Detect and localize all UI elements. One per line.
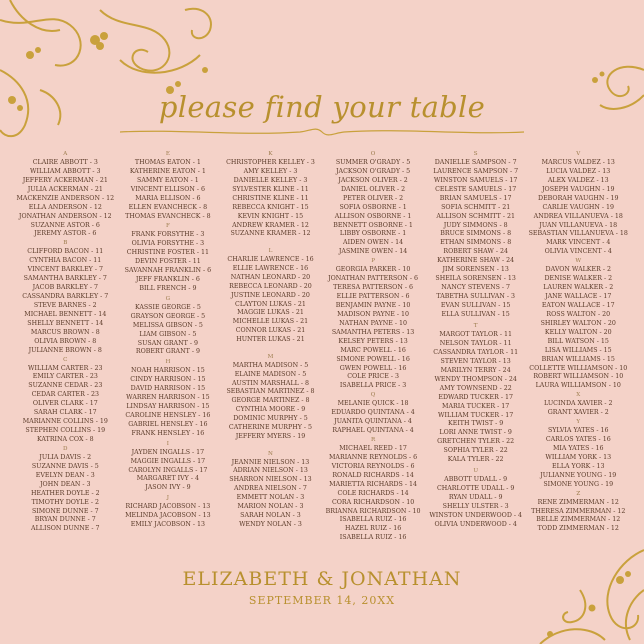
guest-entry: SIMONE DUNNE - 7	[31, 507, 99, 515]
guest-entry: LAUREN WALKER - 2	[543, 284, 614, 292]
alphabet-heading: P	[371, 258, 375, 265]
guest-entry: COLE PRICE - 3	[347, 373, 399, 381]
guest-entry: AMY TOWNSEND - 22	[439, 384, 512, 392]
guest-entry: RYAN UDALL - 9	[448, 494, 503, 502]
guest-entry: EVELYN DEAN - 3	[35, 471, 95, 479]
guest-entry: GABRIEL HENSLEY - 16	[128, 420, 208, 428]
guest-entry: CATHERINE MURPHY - 5	[228, 424, 313, 432]
guest-entry: CLAIRE ABBOTT - 3	[32, 158, 98, 166]
guest-entry: ALEX VALDEZ - 13	[547, 176, 609, 184]
alphabet-heading: R	[370, 437, 376, 443]
guest-entry: DOMINIC MURPHY - 5	[233, 415, 308, 423]
alphabet-heading: I	[166, 440, 169, 447]
guest-entry: MAGGIE LUKAS - 21	[237, 309, 304, 317]
guest-entry: COLE RICHARDS - 14	[337, 489, 409, 497]
guest-entry: ISABELLA RUIZ - 16	[339, 516, 407, 524]
guest-entry: CARLOS YATES - 16	[545, 436, 611, 443]
guest-entry: CAROLINE HENSLEY - 16	[125, 411, 211, 419]
guest-entry: LORI ANNE TWIST - 9	[439, 429, 512, 437]
guest-entry: CEDAR CARTER - 23	[31, 391, 100, 399]
guest-column-6	[527, 150, 630, 533]
alphabet-heading: Q	[370, 392, 376, 399]
guest-entry: NATHAN PAYNE - 10	[339, 319, 407, 327]
guest-entry: CAROLYN INGALLS - 17	[128, 466, 208, 474]
guest-entry: DANIELLE KELLEY - 3	[233, 176, 308, 184]
guest-entry: MARIANNE COLLINS - 19	[22, 418, 108, 426]
guest-entry: OLIVIA FORSYTHE - 3	[131, 240, 205, 248]
guest-entry: SIMONE POWELL - 16	[336, 355, 410, 363]
guest-entry: SUZANNE CEDAR - 23	[28, 382, 103, 390]
guest-entry: SARAH NOLAN - 3	[240, 512, 301, 520]
guest-entry: MAGGIE INGALLS - 17	[130, 457, 206, 465]
guest-entry: STEPHEN COLLINS - 19	[25, 427, 106, 435]
guest-entry: CONNOR LUKAS - 21	[235, 327, 306, 335]
guest-entry: ANDREA VILLANUEVA - 18	[533, 212, 623, 220]
guest-entry: WILLIAM ABBOTT - 3	[30, 167, 101, 175]
guest-entry: MELISSA GIBSON - 5	[132, 321, 203, 329]
alphabet-heading: H	[165, 359, 171, 366]
guest-entry: ELLEN EVANCHECK - 8	[128, 203, 208, 211]
guest-entry: DAVON WALKER - 2	[545, 266, 611, 274]
alphabet-heading: M	[267, 353, 274, 360]
guest-entry: SEBASTIAN MARTINEZ - 8	[226, 388, 315, 396]
guest-entry: LUCIA VALDEZ - 13	[546, 167, 611, 175]
guest-entry: JULIA DAVIS - 2	[39, 453, 92, 461]
guest-entry: MARCUS VALDEZ - 13	[541, 158, 615, 166]
guest-entry: JUSTINE LEONARD - 20	[231, 291, 310, 299]
guest-entry: STEVE BARNES - 2	[33, 301, 97, 309]
guest-entry: SHELLY BENNETT - 14	[27, 319, 104, 327]
guest-entry: ELLA YORK - 13	[552, 462, 605, 470]
guest-entry: SOFIA OSBORNE - 1	[339, 203, 407, 211]
guest-entry: MELINDA JACOBSON - 13	[125, 512, 211, 520]
guest-column-4	[322, 150, 425, 542]
guest-entry: CASSANDRA BARKLEY - 7	[22, 293, 109, 300]
guest-entry: OLIVIA UNDERWOOD - 4	[434, 521, 517, 529]
guest-entry: NATHAN LEONARD - 20	[230, 273, 311, 281]
guest-entry: KEITH TWIST - 9	[448, 420, 504, 428]
guest-entry: SUZANNE ASTOR - 6	[30, 221, 100, 229]
poster-title: please find your table	[158, 90, 486, 124]
guest-entry: EDWARD TUCKER - 17	[438, 393, 513, 401]
guest-entry: CLIFFORD BACON - 11	[27, 248, 104, 256]
guest-entry: LISA WILLIAMS - 15	[544, 346, 612, 354]
guest-entry: MICHELLE LUKAS - 21	[232, 318, 309, 326]
guest-entry: JACOB BARKLEY - 7	[32, 284, 98, 292]
guest-entry: LAURA WILLIAMSON - 10	[535, 382, 621, 390]
guest-entry: WINSTON UNDERWOOD - 4	[429, 512, 523, 520]
guest-entry: MICHAEL REED - 17	[339, 444, 407, 452]
guest-entry: JUAN VILLANUEVA - 18	[539, 221, 618, 229]
guest-entry: SOPHIA TYLER - 22	[443, 447, 508, 455]
guest-entry: MARTHA MADISON - 5	[232, 361, 309, 369]
guest-entry: ELLA SULLIVAN - 15	[441, 310, 510, 318]
guest-entry: BRYAN DUNNE - 7	[34, 516, 96, 524]
guest-entry: WINSTON SAMUELS - 17	[433, 176, 518, 184]
guest-entry: NOAH HARRISON - 15	[130, 367, 205, 375]
alphabet-heading: C	[63, 356, 68, 363]
guest-entry: SUZANNE DAVIS - 5	[31, 462, 99, 470]
guest-entry: BENNETT OSBORNE - 1	[333, 221, 413, 229]
guest-entry: TERESA PATTERSON - 6	[333, 284, 413, 292]
guest-entry: RENE ZIMMERMAN - 12	[537, 498, 619, 506]
guest-entry: REBECCA KNIGHT - 15	[232, 203, 309, 211]
guest-entry: SHIRLEY WALTON - 20	[540, 319, 616, 327]
guest-entry: MARIA TUCKER - 17	[442, 402, 510, 410]
guest-entry: RONALD RICHARDS - 14	[332, 471, 414, 479]
guest-entry: GRETCHEN TYLER - 22	[437, 438, 515, 446]
alphabet-heading: N	[268, 450, 273, 457]
alphabet-heading: T	[473, 323, 478, 330]
guest-entry: WILLIAM CARTER - 23	[28, 364, 103, 372]
guest-entry: JAYDEN INGALLS - 17	[131, 448, 205, 456]
guest-entry: CARLIE VAUGHN - 19	[542, 203, 615, 211]
guest-entry: ETHAN SIMMONS - 8	[440, 239, 512, 247]
guest-entry: KEVIN KNIGHT - 15	[237, 212, 304, 220]
guest-entry: WILLIAM TUCKER - 17	[438, 411, 514, 419]
guest-column-2	[117, 150, 220, 530]
alphabet-heading: J	[166, 495, 170, 502]
guest-entry: MICHAEL BENNETT - 14	[24, 310, 107, 318]
guest-entry: ROSS WALTON - 20	[546, 310, 611, 318]
guest-column-3	[219, 150, 322, 530]
guest-entry: TODD ZIMMERMAN - 12	[537, 525, 619, 533]
guest-entry: OLIVIA BROWN - 8	[34, 337, 97, 345]
guest-entry: GRANT XAVIER - 2	[547, 409, 609, 417]
guest-entry: ROBERT GRANT - 9	[135, 348, 200, 356]
guest-entry: JULIANNE YOUNG - 19	[540, 471, 617, 479]
alphabet-heading: B	[63, 240, 68, 247]
guest-entry: SHEILA SORENSEN - 13	[435, 275, 516, 283]
guest-entry: AMY KELLEY - 3	[243, 167, 298, 175]
guest-entry: EVAN SULLIVAN - 15	[440, 301, 511, 309]
guest-entry: THOMAS EVANCHECK - 8	[125, 212, 211, 220]
guest-entry: GWEN POWELL - 16	[339, 364, 407, 372]
guest-entry: CHARLIE LAWRENCE - 16	[227, 255, 314, 263]
guest-entry: WENDY THOMPSON - 24	[434, 375, 517, 383]
guest-entry: BILL FRENCH - 9	[139, 284, 197, 292]
guest-entry: EDUARDO QUINTANA - 4	[331, 409, 415, 417]
guest-column-5	[424, 150, 527, 530]
guest-entry: JACKSON OLIVER - 2	[338, 176, 408, 184]
guest-entry: JUDY SIMMONS - 8	[443, 221, 508, 229]
guest-entry: THOMAS EATON - 1	[134, 158, 201, 166]
guest-entry: SAMANTHA BARKLEY - 7	[23, 275, 107, 283]
guest-entry: EMMETT NOLAN - 3	[236, 494, 305, 502]
guest-entry: FRANK HENSLEY - 16	[131, 429, 205, 437]
guest-entry: WARREN HARRISON - 15	[126, 394, 210, 402]
alphabet-heading: K	[268, 151, 273, 157]
guest-entry: BELLE ZIMMERMAN - 12	[536, 516, 621, 524]
guest-entry: SYLVESTER KLINE - 11	[232, 185, 309, 193]
guest-entry: CHRISTINE FOSTER - 11	[126, 249, 209, 257]
guest-entry: ALLISON DUNNE - 7	[31, 525, 100, 533]
guest-entry: KELLY WALTON - 20	[544, 328, 612, 336]
guest-entry: SAMMY EATON - 1	[137, 176, 199, 184]
guest-entry: ELAINE MADISON - 5	[234, 370, 307, 378]
guest-entry: CASSANDRA TAYLOR - 11	[433, 348, 519, 356]
guest-entry: CYNTHIA BACON - 11	[29, 257, 102, 265]
guest-entry: JULIA ACKERMAN - 21	[27, 185, 103, 193]
guest-entry: CINDY HARRISON - 15	[130, 376, 206, 384]
guest-entry: MIA YATES - 16	[552, 444, 604, 452]
guest-entry: SAMANTHA PETERS - 13	[331, 328, 415, 336]
guest-entry: CHARLOTTE UDALL - 9	[436, 485, 515, 493]
guest-entry: RICHARD JACOBSON - 13	[125, 503, 211, 511]
alphabet-heading: E	[165, 151, 170, 157]
guest-entry: BRIAN WILLIAMS - 15	[541, 355, 615, 363]
guest-entry: RAPHAEL QUINTANA - 4	[332, 427, 414, 435]
title-underline-flourish	[120, 123, 524, 141]
guest-entry: JEANNIE NIELSON - 13	[231, 458, 310, 466]
guest-entry: SARAH CLARK - 17	[33, 409, 97, 417]
guest-entry: ROBERT WILLIAMSON - 10	[533, 373, 624, 381]
guest-entry: ROBERT SHAW - 24	[443, 248, 509, 256]
guest-entry: BILL WATSON - 15	[547, 337, 609, 345]
guest-entry: JACKSON O'GRADY - 5	[336, 167, 411, 175]
alphabet-heading: W	[575, 258, 582, 265]
guest-entry: JEFFERY ACKERMAN - 21	[22, 176, 108, 184]
guest-entry: VINCENT ELLISON - 6	[130, 185, 206, 193]
guest-entry: DEVIN FOSTER - 11	[135, 258, 201, 266]
guest-entry: SUZANNE KRAMER - 12	[230, 230, 311, 238]
guest-entry: LIBBY OSBORNE - 1	[339, 230, 407, 238]
guest-entry: AUSTIN MARSHALL - 8	[232, 379, 309, 387]
guest-entry: PETER OLIVER - 2	[342, 194, 404, 202]
guest-entry: SAVANNAH FRANKLIN - 6	[124, 267, 212, 275]
guest-entry: CLAYTON LUKAS - 21	[235, 300, 306, 308]
guest-entry: ELLA ANDERSON - 12	[28, 203, 102, 211]
guest-entry: FRANK FORSYTHE - 3	[131, 231, 205, 239]
guest-entry: MACKENZIE ANDERSON - 12	[16, 194, 115, 202]
alphabet-heading: U	[473, 468, 479, 475]
guest-column-1	[14, 150, 117, 533]
guest-entry: MARIANNE REYNOLDS - 6	[328, 453, 418, 461]
guest-entry: JOHN DEAN - 3	[40, 480, 91, 488]
guest-entry: CHRISTOPHER KELLEY - 3	[226, 158, 315, 166]
guest-entry: NANCY STEVENS - 7	[441, 284, 511, 292]
guest-entry: STEVEN TAYLOR - 13	[440, 357, 511, 365]
guest-entry: KELSEY PETERS - 13	[338, 337, 408, 345]
alphabet-heading: A	[63, 151, 68, 157]
guest-entry: MARION NOLAN - 3	[237, 503, 304, 511]
guest-entry: SHELLY ULSTER - 3	[442, 503, 509, 511]
guest-entry: JEFF FRANKLIN - 6	[135, 276, 200, 284]
guest-entry: AIDEN OWEN - 14	[343, 239, 404, 247]
guest-entry: LUCINDA XAVIER - 2	[543, 400, 613, 408]
guest-entry: GEORGE MARTINEZ - 8	[231, 397, 310, 405]
guest-entry: ELLIE PATTERSON - 6	[336, 293, 410, 300]
guest-entry: ANDREW KRAMER - 12	[232, 221, 309, 229]
guest-entry: MARCUS BROWN - 8	[30, 328, 100, 336]
guest-entry: JASMINE OWEN - 14	[338, 248, 408, 256]
guest-entry: HEATHER DOYLE - 2	[30, 489, 100, 497]
guest-entry: JASON IVY - 9	[145, 484, 191, 492]
guest-entry: DANIELLE SAMPSON - 7	[434, 158, 517, 166]
guest-entry: JUANITA QUINTANA - 4	[334, 418, 412, 426]
alphabet-heading: Z	[576, 490, 581, 497]
guest-entry: BRIAN SAMUELS - 17	[439, 194, 512, 202]
guest-entry: NELSON TAYLOR - 11	[439, 340, 512, 347]
guest-entry: JEREMY ASTOR - 6	[34, 230, 97, 238]
guest-entry: DAVID HARRISON - 15	[130, 385, 206, 393]
guest-entry: REBECCA LEONARD - 20	[229, 282, 312, 290]
guest-entry: WENDY NOLAN - 3	[239, 521, 302, 529]
guest-entry: CYNTHIA MOORE - 9	[235, 406, 306, 414]
guest-entry: BRUCE SIMMONS - 8	[440, 230, 512, 238]
guest-entry: BENJAMIN PAYNE - 10	[335, 301, 411, 309]
guest-entry: VINCENT BARKLEY - 7	[27, 266, 103, 274]
guest-entry: JONATHAN PATTERSON - 6	[328, 275, 419, 283]
guest-entry: MELANIE QUICK - 18	[337, 400, 409, 408]
guest-columns	[14, 150, 630, 542]
guest-entry: CORA RICHARDSON - 10	[331, 498, 415, 506]
guest-entry: JONATHAN ANDERSON - 12	[18, 212, 112, 220]
guest-entry: KASSIE GEORGE - 5	[134, 303, 201, 311]
guest-entry: MARGOT TAYLOR - 11	[439, 331, 512, 339]
guest-entry: JEFFERY MYERS - 19	[235, 433, 306, 441]
alphabet-heading: S	[473, 151, 478, 157]
guest-entry: MARC POWELL - 16	[340, 346, 406, 354]
alphabet-heading: G	[165, 295, 171, 302]
guest-entry: LIAM GIBSON - 5	[139, 330, 197, 338]
guest-entry: ISABELLA RUIZ - 16	[339, 534, 407, 542]
alphabet-heading: O	[370, 151, 376, 157]
guest-entry: JULIANNE BROWN - 8	[28, 346, 102, 354]
guest-entry: EMILY JACOBSON - 13	[130, 521, 206, 529]
guest-entry: MADISON PAYNE - 10	[337, 310, 410, 318]
guest-entry: MARIA ELLISON - 6	[135, 194, 201, 202]
guest-entry: CHRISTINE KLINE - 11	[232, 194, 309, 202]
couple-names: ELIZABETH & JONATHAN	[182, 568, 462, 590]
guest-entry: ABBOTT UDALL - 9	[444, 476, 508, 484]
guest-entry: GRAYSON GEORGE - 5	[130, 312, 206, 320]
guest-entry: DANIEL OLIVER - 2	[340, 185, 406, 193]
guest-entry: JANE WALLACE - 17	[545, 293, 612, 300]
guest-entry: COLLETTE WILLIAMSON - 10	[529, 364, 628, 372]
alphabet-heading: D	[63, 445, 68, 452]
guest-entry: JIM SORENSEN - 13	[442, 266, 509, 274]
alphabet-heading: F	[165, 223, 170, 230]
guest-entry: GEORGIA PARKER - 10	[335, 266, 411, 274]
guest-entry: SEBASTIAN VILLANUEVA - 18	[528, 230, 628, 238]
guest-entry: LINDSAY HARRISON - 15	[126, 403, 210, 411]
guest-entry: OLIVER CLARK - 17	[32, 400, 98, 408]
guest-entry: SUMMER O'GRADY - 5	[335, 158, 411, 166]
alphabet-heading: X	[576, 392, 581, 399]
guest-entry: SIMONE YOUNG - 19	[543, 480, 614, 488]
guest-entry: TABETHA SULLIVAN - 3	[436, 293, 515, 300]
guest-entry: DENISE WALKER - 2	[544, 275, 613, 283]
guest-entry: KATHERINE EATON - 1	[129, 167, 206, 175]
guest-entry: ISABELLA PRICE - 3	[339, 382, 407, 390]
guest-entry: LAURENCE SAMPSON - 7	[433, 167, 519, 175]
guest-entry: DEBORAH VAUGHN - 19	[538, 194, 619, 202]
guest-entry: VICTORIA REYNOLDS - 6	[331, 462, 415, 470]
guest-entry: KATHERINE SHAW - 24	[437, 257, 515, 265]
guest-entry: MARK VINCENT - 4	[546, 239, 611, 247]
guest-entry: HAZEL RUIZ - 16	[344, 525, 402, 533]
alphabet-heading: L	[268, 247, 273, 254]
guest-entry: OLIVIA VINCENT - 4	[544, 248, 612, 256]
guest-entry: WILLIAM YORK - 13	[545, 453, 612, 461]
guest-entry: JOSEPH VAUGHN - 19	[542, 185, 615, 193]
guest-entry: EATON WALLACE - 17	[541, 301, 615, 309]
guest-entry: ANDREA NIELSON - 7	[234, 485, 307, 493]
guest-entry: MARILYN TERRY - 24	[440, 366, 511, 374]
guest-entry: ADRIAN NIELSON - 13	[233, 467, 308, 475]
event-date: SEPTEMBER 14, 20XX	[248, 594, 396, 607]
guest-entry: TIMOTHY DOYLE - 2	[31, 498, 100, 506]
guest-entry: SUSAN GRANT - 9	[137, 339, 198, 347]
guest-entry: MARIETTA RICHARDS - 14	[329, 480, 418, 488]
guest-entry: CELESTE SAMUELS - 17	[435, 185, 517, 193]
guest-entry: SHARRON NIELSON - 13	[229, 476, 312, 484]
guest-entry: SYLVIA YATES - 16	[547, 427, 609, 435]
guest-entry: KATRINA COX - 8	[36, 436, 94, 443]
guest-entry: ALLISON OSBORNE - 1	[334, 212, 412, 220]
guest-entry: HUNTER LUKAS - 21	[236, 336, 305, 344]
guest-entry: MARGARET IVY - 4	[136, 475, 199, 483]
alphabet-heading: V	[576, 151, 581, 157]
guest-entry: KALA TYLER - 22	[447, 456, 504, 464]
guest-entry: EMILY CARTER - 23	[32, 373, 98, 381]
guest-entry: THERESA ZIMMERMAN - 12	[531, 507, 626, 515]
alphabet-heading: Y	[576, 419, 581, 426]
guest-entry: ELLIE LAWRENCE - 16	[232, 264, 309, 272]
guest-entry: BRIANNA RICHARDSON - 10	[325, 507, 421, 515]
guest-entry: SOFIA SCHMITT - 21	[441, 203, 511, 211]
guest-entry: ALLISON SCHMITT - 21	[436, 212, 515, 220]
